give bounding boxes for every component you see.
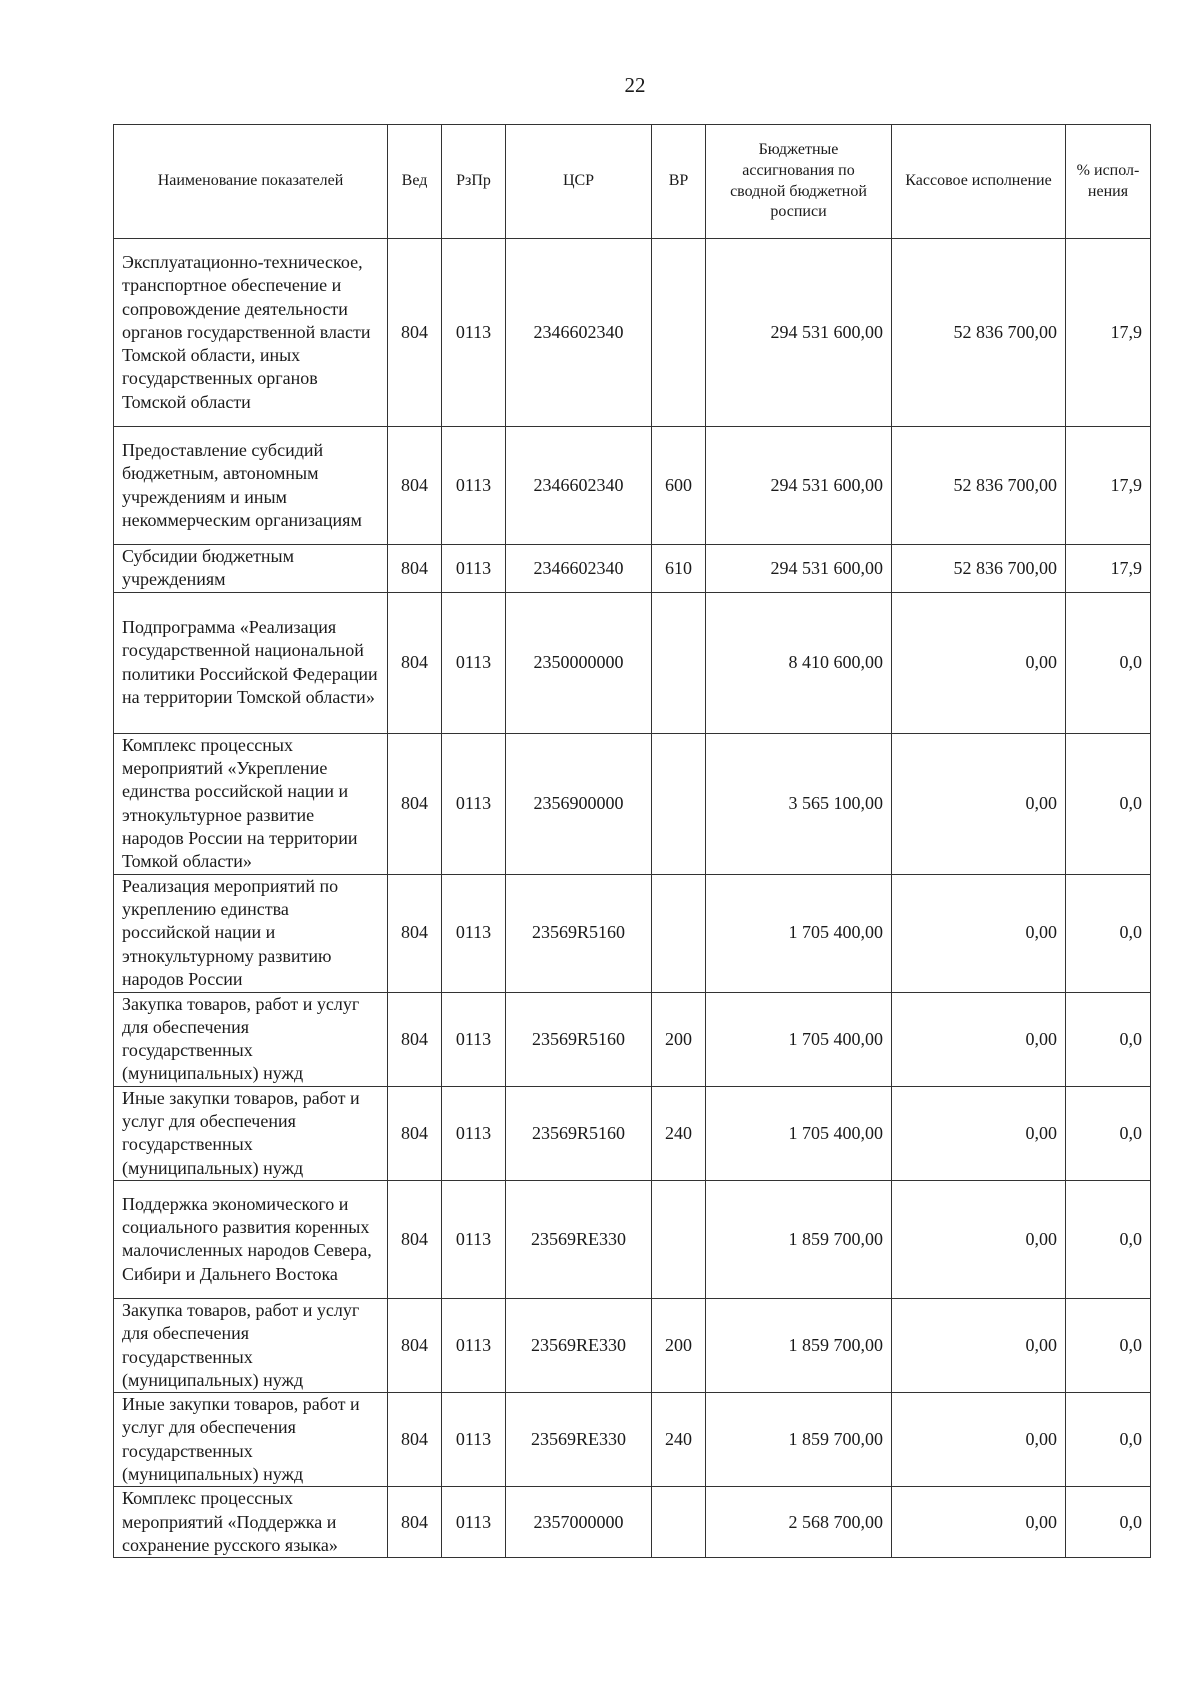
cell-pct: 17,9 <box>1066 427 1151 545</box>
cell-allocations: 8 410 600,00 <box>706 592 892 733</box>
cell-allocations: 1 705 400,00 <box>706 874 892 992</box>
cell-csr: 23569R5160 <box>506 1086 652 1180</box>
cell-rzpr: 0113 <box>442 1487 506 1558</box>
table-row <box>114 874 1151 992</box>
cell-cash: 0,00 <box>892 874 1066 992</box>
cell-vr: 200 <box>652 992 706 1086</box>
cell-rzpr: 0113 <box>442 427 506 545</box>
cell-cash: 52 836 700,00 <box>892 239 1066 427</box>
cell-pct: 0,0 <box>1066 1487 1151 1558</box>
header-csr: ЦСР <box>506 125 652 239</box>
cell-name: Комплекс процессных мероприятий «Укрепление единства российской нации и этнокультурное развитие народов России на территории Томкой области» <box>114 733 388 874</box>
cell-csr: 2357000000 <box>506 1487 652 1558</box>
cell-vr: 200 <box>652 1298 706 1392</box>
cell-csr: 2346602340 <box>506 239 652 427</box>
cell-vr: 240 <box>652 1393 706 1487</box>
cell-rzpr: 0113 <box>442 874 506 992</box>
table-body <box>114 239 1151 1558</box>
cell-rzpr: 0113 <box>442 1180 506 1298</box>
cell-ved: 804 <box>388 874 442 992</box>
cell-cash: 0,00 <box>892 1487 1066 1558</box>
cell-ved: 804 <box>388 1086 442 1180</box>
cell-cash: 0,00 <box>892 1086 1066 1180</box>
cell-csr: 2346602340 <box>506 545 652 593</box>
cell-vr <box>652 874 706 992</box>
table-row <box>114 992 1151 1086</box>
cell-allocations: 3 565 100,00 <box>706 733 892 874</box>
cell-name: Закупка товаров, работ и услуг для обеспечения государственных (муниципальных) нужд <box>114 992 388 1086</box>
header-pct: % испол-нения <box>1066 125 1151 239</box>
cell-rzpr: 0113 <box>442 592 506 733</box>
cell-ved: 804 <box>388 1487 442 1558</box>
cell-ved: 804 <box>388 545 442 593</box>
table-header-row <box>114 125 1151 239</box>
cell-csr: 2356900000 <box>506 733 652 874</box>
cell-pct: 0,0 <box>1066 992 1151 1086</box>
cell-pct: 0,0 <box>1066 1298 1151 1392</box>
cell-cash: 0,00 <box>892 733 1066 874</box>
cell-ved: 804 <box>388 427 442 545</box>
cell-csr: 23569R5160 <box>506 874 652 992</box>
table-row <box>114 1086 1151 1180</box>
cell-name: Иные закупки товаров, работ и услуг для обеспечения государственных (муниципальных) нужд <box>114 1086 388 1180</box>
cell-cash: 52 836 700,00 <box>892 545 1066 593</box>
cell-allocations: 1 705 400,00 <box>706 1086 892 1180</box>
cell-allocations: 294 531 600,00 <box>706 239 892 427</box>
table-row <box>114 1298 1151 1392</box>
cell-rzpr: 0113 <box>442 545 506 593</box>
cell-rzpr: 0113 <box>442 733 506 874</box>
table-row <box>114 1393 1151 1487</box>
cell-ved: 804 <box>388 592 442 733</box>
header-cash: Кассовое исполнение <box>892 125 1066 239</box>
cell-cash: 0,00 <box>892 1393 1066 1487</box>
table-row <box>114 239 1151 427</box>
cell-ved: 804 <box>388 1180 442 1298</box>
cell-pct: 17,9 <box>1066 239 1151 427</box>
cell-csr: 23569RE330 <box>506 1393 652 1487</box>
cell-vr <box>652 733 706 874</box>
cell-name: Закупка товаров, работ и услуг для обеспечения государственных (муниципальных) нужд <box>114 1298 388 1392</box>
cell-pct: 0,0 <box>1066 1180 1151 1298</box>
cell-rzpr: 0113 <box>442 1393 506 1487</box>
table-row <box>114 545 1151 593</box>
table-row <box>114 592 1151 733</box>
cell-rzpr: 0113 <box>442 239 506 427</box>
cell-ved: 804 <box>388 239 442 427</box>
cell-allocations: 1 859 700,00 <box>706 1180 892 1298</box>
cell-allocations: 1 859 700,00 <box>706 1298 892 1392</box>
cell-rzpr: 0113 <box>442 1086 506 1180</box>
cell-name: Субсидии бюджетным учреждениям <box>114 545 388 593</box>
cell-vr: 600 <box>652 427 706 545</box>
cell-name: Реализация мероприятий по укреплению единства российской нации и этнокультурному развитию народов России <box>114 874 388 992</box>
cell-name: Поддержка экономического и социального развития коренных малочисленных народов Севера, Сибири и Дальнего Востока <box>114 1180 388 1298</box>
cell-cash: 0,00 <box>892 592 1066 733</box>
header-allocations: Бюджетные ассигнования по сводной бюджетной росписи <box>706 125 892 239</box>
table-row <box>114 733 1151 874</box>
cell-name: Иные закупки товаров, работ и услуг для обеспечения государственных (муниципальных) нужд <box>114 1393 388 1487</box>
cell-pct: 0,0 <box>1066 1086 1151 1180</box>
header-name: Наименование показателей <box>114 125 388 239</box>
cell-pct: 0,0 <box>1066 592 1151 733</box>
cell-pct: 17,9 <box>1066 545 1151 593</box>
header-vr: ВР <box>652 125 706 239</box>
cell-vr: 610 <box>652 545 706 593</box>
cell-vr <box>652 239 706 427</box>
cell-csr: 23569RE330 <box>506 1298 652 1392</box>
cell-ved: 804 <box>388 733 442 874</box>
cell-pct: 0,0 <box>1066 874 1151 992</box>
cell-cash: 52 836 700,00 <box>892 427 1066 545</box>
cell-csr: 2350000000 <box>506 592 652 733</box>
cell-allocations: 294 531 600,00 <box>706 545 892 593</box>
cell-vr <box>652 1180 706 1298</box>
page-number: 22 <box>624 73 646 97</box>
cell-name: Предоставление субсидий бюджетным, автономным учреждениям и иным некоммерческим организациям <box>114 427 388 545</box>
header-rzpr: РзПр <box>442 125 506 239</box>
cell-pct: 0,0 <box>1066 733 1151 874</box>
cell-name: Комплекс процессных мероприятий «Поддержка и сохранение русского языка» <box>114 1487 388 1558</box>
cell-cash: 0,00 <box>892 1180 1066 1298</box>
cell-pct: 0,0 <box>1066 1393 1151 1487</box>
cell-vr <box>652 592 706 733</box>
cell-cash: 0,00 <box>892 1298 1066 1392</box>
cell-vr <box>652 1487 706 1558</box>
cell-allocations: 294 531 600,00 <box>706 427 892 545</box>
cell-csr: 2346602340 <box>506 427 652 545</box>
cell-csr: 23569R5160 <box>506 992 652 1086</box>
cell-allocations: 2 568 700,00 <box>706 1487 892 1558</box>
cell-ved: 804 <box>388 1393 442 1487</box>
cell-csr: 23569RE330 <box>506 1180 652 1298</box>
cell-cash: 0,00 <box>892 992 1066 1086</box>
cell-ved: 804 <box>388 992 442 1086</box>
header-ved: Вед <box>388 125 442 239</box>
table-row <box>114 427 1151 545</box>
budget-execution-table <box>113 124 1151 1558</box>
table-row <box>114 1487 1151 1558</box>
cell-name: Эксплуатационно-техническое, транспортное обеспечение и сопровождение деятельности органов государственной власти Томской области, иных государственных органов Томской области <box>114 239 388 427</box>
cell-allocations: 1 705 400,00 <box>706 992 892 1086</box>
cell-name: Подпрограмма «Реализация государственной национальной политики Российской Федерации на территории Томской области» <box>114 592 388 733</box>
cell-ved: 804 <box>388 1298 442 1392</box>
cell-vr: 240 <box>652 1086 706 1180</box>
cell-rzpr: 0113 <box>442 992 506 1086</box>
cell-rzpr: 0113 <box>442 1298 506 1392</box>
cell-allocations: 1 859 700,00 <box>706 1393 892 1487</box>
table-row <box>114 1180 1151 1298</box>
